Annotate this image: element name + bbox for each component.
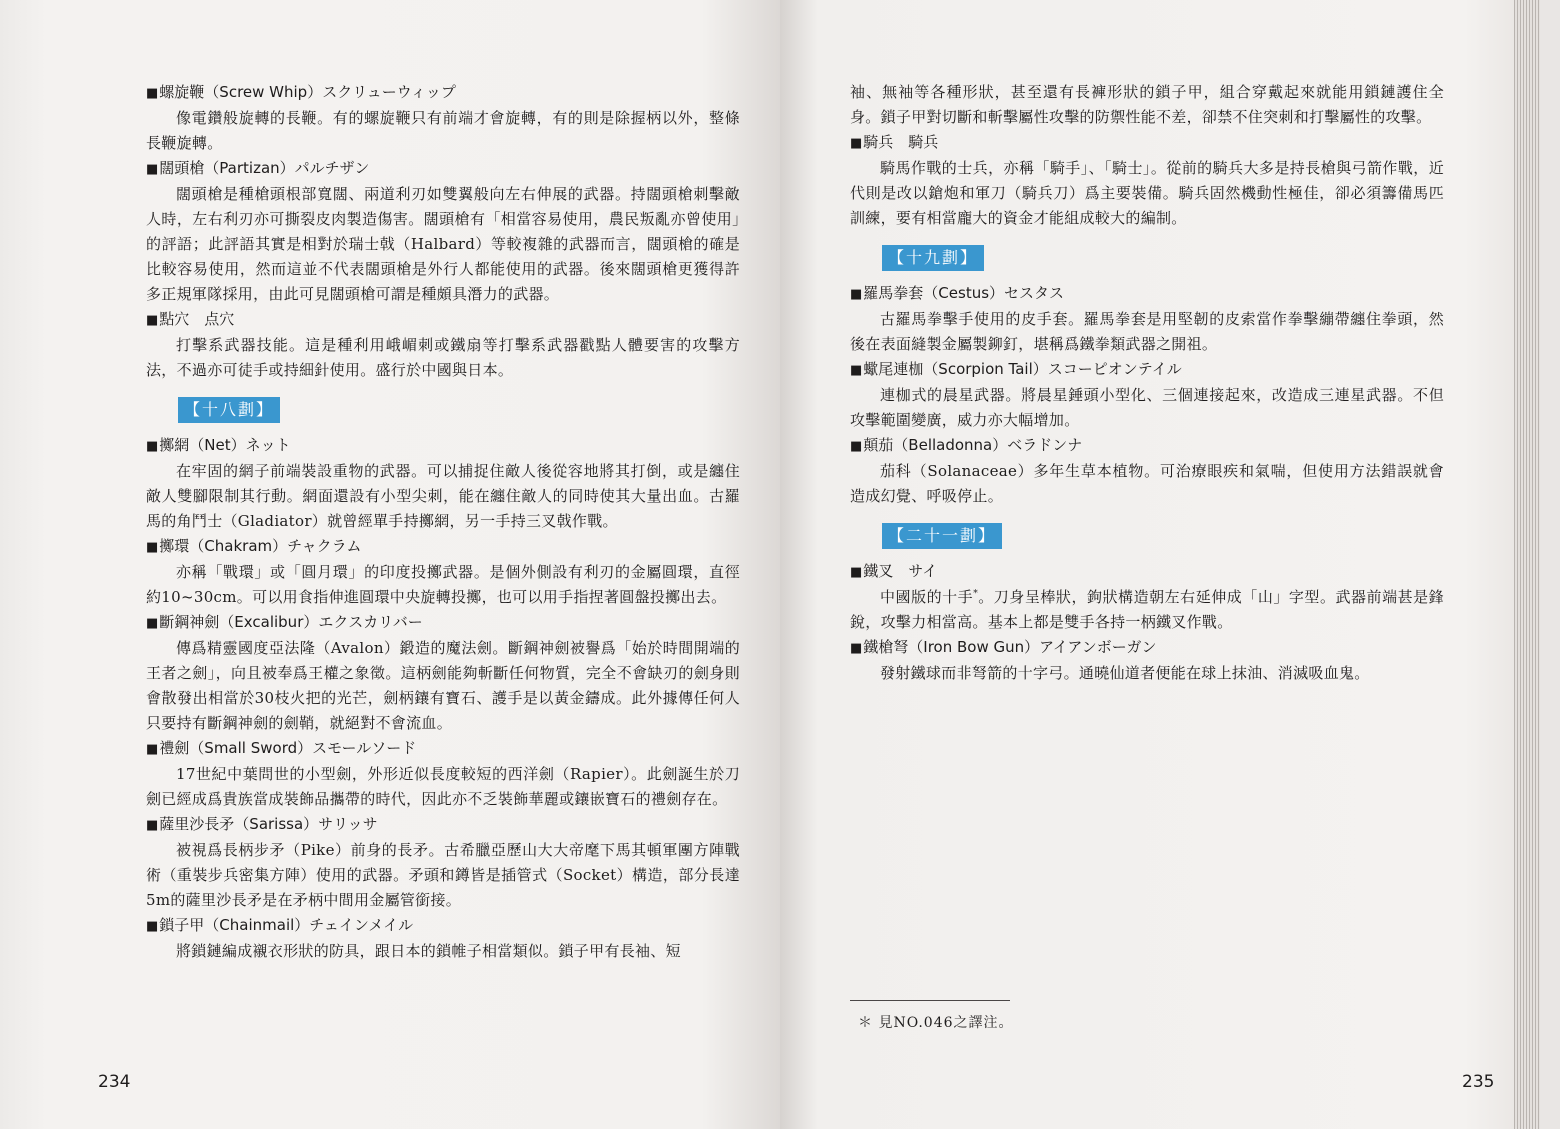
entry-body: 發射鐵球而非弩箭的十字弓。通曉仙道者便能在球上抹油、消滅吸血鬼。 [880,664,1370,682]
entry [850,281,1444,357]
entry-body: 將鎖鏈編成襯衣形狀的防具，跟日本的鎖帷子相當類似。鎖子甲有長袖、短 [176,942,681,960]
entry-body: 中國版的十手*。刀身呈棒狀，鉤狀構造朝左右延伸成「山」字型。武器前端甚是鋒銳，攻擊力相當高。基本上都是雙手各持一柄鐵叉作戰。 [850,588,1444,631]
entry-body: 打擊系武器技能。這是種利用峨嵋刺或鐵扇等打擊系武器戳點人體要害的攻擊方法，不過亦可徒手或持細針使用。盛行於中國與日本。 [146,336,740,379]
entry [146,80,740,156]
left-page-text [146,80,740,964]
entry-heading: ■點穴 点穴 [146,310,235,328]
entry-body: 連枷式的晨星武器。將晨星錘頭小型化、三個連接起來，改造成三連星武器。不但攻擊範圍變廣，威力亦大幅增加。 [850,386,1444,429]
entry-body: 被視爲長柄步矛（Pike）前身的長矛。古希臘亞歷山大大帝麾下馬其頓軍團方陣戰術（重裝步兵密集方陣）使用的武器。矛頭和鐏皆是插管式（Socket）構造，部分長達5m的薩里沙長矛是在矛柄中間用金屬管銜接。 [146,841,740,909]
entry-heading: ■螺旋鞭（Screw Whip）スクリューウィップ [146,83,456,101]
entry [850,559,1444,635]
right-page-text [850,80,1444,686]
entry-body: 騎馬作戰的士兵，亦稱「騎手」、「騎士」。從前的騎兵大多是持長槍與弓箭作戰，近代則是改以鎗炮和軍刀（騎兵刀）爲主要裝備。騎兵固然機動性極佳，卻必須籌備馬匹訓練，要有相當龐大的資金才能組成較大的編制。 [850,159,1444,227]
entry [850,635,1444,686]
entry-heading: ■擲網（Net）ネット [146,436,291,454]
entry [850,357,1444,433]
entry-body: 17世紀中葉問世的小型劍，外形近似長度較短的西洋劍（Rapier）。此劍誕生於刀劍已經成爲貴族當成裝飾品攜帶的時代，因此亦不乏裝飾華麗或鑲嵌寶石的禮劍存在。 [146,765,740,808]
entry [146,307,740,383]
entry-body: 在牢固的網子前端裝設重物的武器。可以捕捉住敵人後從容地將其打倒，或是纏住敵人雙腳限制其行動。網面還設有小型尖刺，能在纏住敵人的同時使其大量出血。古羅馬的角鬥士（Gladiator）就曾經單手持擲網，另一手持三叉戟作戰。 [146,462,740,530]
section-heading: 【十八劃】 [178,397,280,423]
entry-heading: ■禮劍（Small Sword）スモールソード [146,739,417,757]
section-heading: 【二十一劃】 [882,523,1002,549]
entry-body: 茄科（Solanaceae）多年生草本植物。可治療眼疾和氣喘，但使用方法錯誤就會造成幻覺、呼吸停止。 [850,462,1444,505]
entry-heading: ■顛茄（Belladonna）ベラドンナ [850,436,1083,454]
entry [146,610,740,736]
entry-heading: ■騎兵 騎兵 [850,133,939,151]
entry-body: 傳爲精靈國度亞法隆（Avalon）鍛造的魔法劍。斷鋼神劍被譽爲「始於時間開端的王者之劍」，向且被奉爲王權之象徵。這柄劍能夠斬斷任何物質，完全不會缺刃的劍身則會散發出相當於30枝火把的光芒，劍柄鑲有寶石、護手是以黃金鑄成。此外據傳任何人只要持有斷鋼神劍的劍鞘，就絕對不會流血。 [146,639,740,732]
entry-body: 古羅馬拳擊手使用的皮手套。羅馬拳套是用堅韌的皮索當作拳擊繃帶纏住拳頭，然後在表面縫製金屬製鉚釘，堪稱爲鐵拳類武器之開祖。 [850,310,1444,353]
footnote-marker: * [973,589,979,599]
entry-heading: ■闊頭槍（Partizan）パルチザン [146,159,370,177]
page-edges [1514,0,1540,1129]
entry-heading: ■蠍尾連枷（Scorpion Tail）スコーピオンテイル [850,360,1182,378]
entry [850,433,1444,509]
entry-body: 像電鑽般旋轉的長鞭。有的螺旋鞭只有前端才會旋轉，有的則是除握柄以外，整條長鞭旋轉。 [146,109,740,152]
entry-body: 亦稱「戰環」或「圓月環」的印度投擲武器。是個外側設有利刃的金屬圓環，直徑約10~30cm。可以用食指伸進圓環中央旋轉投擲，也可以用手指捏著圓盤投擲出去。 [146,563,740,606]
page-number: 235 [1462,1072,1495,1092]
entry [146,433,740,534]
entry-heading: ■斷鋼神劍（Excalibur）エクスカリバー [146,613,423,631]
entry [850,130,1444,231]
entry-heading: ■羅馬拳套（Cestus）セスタス [850,284,1065,302]
footnote-rule [850,1000,1010,1001]
entry [146,534,740,610]
entry-body: 闊頭槍是種槍頭根部寬闊、兩道利刃如雙翼般向左右伸展的武器。持闊頭槍刺擊敵人時，左右利刃亦可撕裂皮肉製造傷害。闊頭槍有「相當容易使用，農民叛亂亦曾使用」的評語；此評語其實是相對於瑞士戟（Halbard）等較複雜的武器而言，闊頭槍的確是比較容易使用，然而這並不代表闊頭槍是外行人都能使用的武器。後來闊頭槍更獲得許多正規軍隊採用，由此可見闊頭槍可謂是種頗具潛力的武器。 [146,185,740,303]
entry [146,913,740,964]
entry [146,736,740,812]
entry [146,812,740,913]
entry-heading: ■擲環（Chakram）チャクラム [146,537,362,555]
entry-heading: ■鐵槍弩（Iron Bow Gun）アイアンボーガン [850,638,1157,656]
right-page [780,0,1540,1129]
entry-heading: ■鎖子甲（Chainmail）チェインメイル [146,916,414,934]
section-heading: 【十九劃】 [882,245,984,271]
page-number: 234 [98,1072,131,1092]
footnote: ＊ 見NO.046之譯注。 [858,1015,1014,1031]
continued-text: 袖、無袖等各種形狀，甚至還有長褲形狀的鎖子甲，組合穿戴起來就能用鎖鏈護住全身。鎖子甲對切斷和斬擊屬性攻擊的防禦性能不差，卻禁不住突刺和打擊屬性的攻擊。 [850,83,1444,126]
entry [146,156,740,307]
entry-heading: ■鐵叉 サイ [850,562,938,580]
entry-heading: ■薩里沙長矛（Sarissa）サリッサ [146,815,378,833]
